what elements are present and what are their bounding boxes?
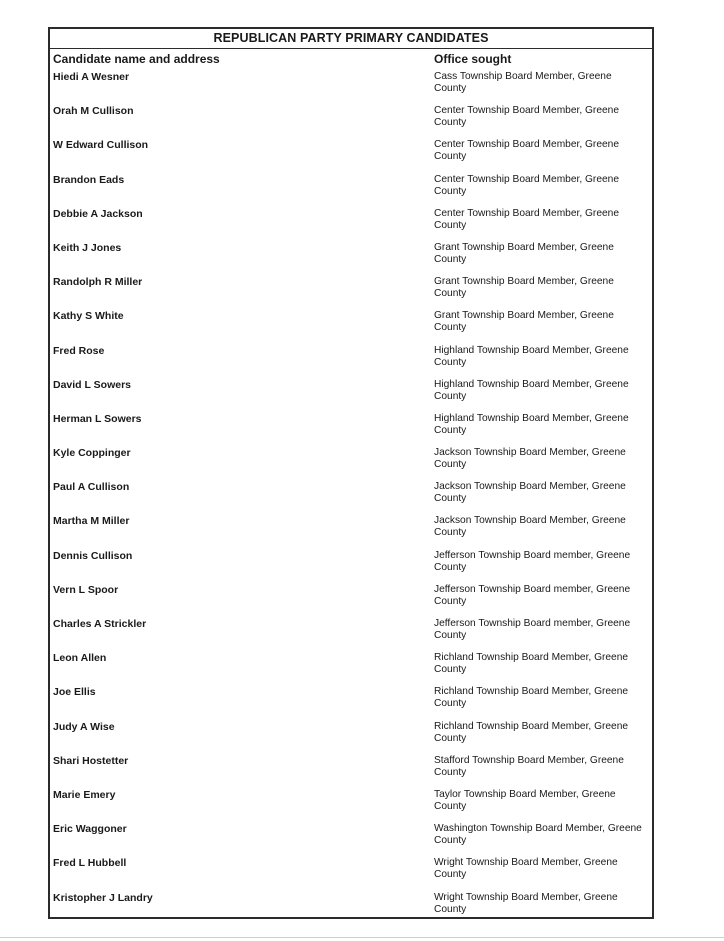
candidate-name: Fred L Hubbell <box>53 857 127 870</box>
candidate-row <box>50 856 652 890</box>
candidate-row <box>50 720 652 754</box>
office-sought: Washington Township Board Member, Greene County <box>434 823 642 847</box>
office-sought: Jefferson Township Board member, Greene County <box>434 618 631 641</box>
office-sought: Center Township Board Member, Greene County <box>434 139 619 163</box>
candidate-row <box>50 480 652 514</box>
candidate-row <box>50 446 652 480</box>
candidate-row <box>50 891 652 925</box>
candidate-row <box>50 788 652 822</box>
candidate-rows <box>50 70 652 925</box>
candidate-name: Judy A Wise <box>53 720 115 733</box>
office-sought: Grant Township Board Member, Greene County <box>434 276 614 300</box>
candidate-name: W Edward Cullison <box>53 139 149 152</box>
candidate-row <box>50 138 652 172</box>
office-sought: Richland Township Board Member, Greene County <box>434 686 629 710</box>
candidate-row <box>50 378 652 412</box>
candidate-row <box>50 241 652 275</box>
page-bottom-divider <box>0 937 724 938</box>
office-sought: Richland Township Board Member, Greene County <box>434 652 629 676</box>
candidate-name: Kyle Coppinger <box>53 447 131 460</box>
candidate-name: Randolph R Miller <box>53 276 143 289</box>
office-sought: Highland Township Board Member, Greene County <box>434 378 629 402</box>
candidate-row <box>50 275 652 309</box>
candidate-name: Herman L Sowers <box>53 412 142 425</box>
office-sought: Richland Township Board Member, Greene County <box>434 720 629 744</box>
candidate-row <box>50 173 652 207</box>
document-title: REPUBLICAN PARTY PRIMARY CANDIDATES <box>213 31 489 45</box>
candidate-name: David L Sowers <box>53 378 132 391</box>
candidate-row <box>50 70 652 104</box>
candidate-row <box>50 583 652 617</box>
candidate-name: Kristopher J Landry <box>53 891 153 904</box>
office-sought: Center Township Board Member, Greene County <box>434 173 619 197</box>
candidate-row <box>50 651 652 685</box>
candidate-row <box>50 685 652 719</box>
candidate-name: Dennis Cullison <box>53 549 133 562</box>
candidate-name: Kathy S White <box>53 310 124 323</box>
office-sought: Taylor Township Board Member, Greene County <box>434 788 616 812</box>
office-sought: Highland Township Board Member, Greene County <box>434 412 629 436</box>
candidate-name: Joe Ellis <box>53 686 96 699</box>
column-header-office: Office sought <box>434 52 512 66</box>
candidate-list-frame <box>48 27 654 919</box>
candidate-name: Debbie A Jackson <box>53 207 143 220</box>
office-sought: Highland Township Board Member, Greene County <box>434 344 629 368</box>
candidate-name: Paul A Cullison <box>53 481 130 494</box>
candidate-name: Vern L Spoor <box>53 583 119 596</box>
candidate-row <box>50 617 652 651</box>
candidate-row <box>50 104 652 138</box>
candidate-name: Hiedi A Wesner <box>53 71 130 83</box>
office-sought: Jefferson Township Board member, Greene County <box>434 583 631 607</box>
candidate-name: Eric Waggoner <box>53 823 127 836</box>
candidate-name: Shari Hostetter <box>53 754 129 767</box>
office-sought: Wright Township Board Member, Greene County <box>434 891 618 915</box>
candidate-row <box>50 822 652 856</box>
office-sought: Jackson Township Board Member, Greene County <box>434 447 626 471</box>
title-divider <box>50 48 652 49</box>
office-sought: Cass Township Board Member, Greene County <box>434 71 612 94</box>
candidate-row <box>50 344 652 378</box>
candidate-name: Martha M Miller <box>53 515 130 528</box>
candidate-row <box>50 514 652 548</box>
candidate-name: Marie Emery <box>53 788 116 801</box>
office-sought: Stafford Township Board Member, Greene County <box>434 754 624 778</box>
office-sought: Grant Township Board Member, Greene County <box>434 241 614 265</box>
candidate-name: Leon Allen <box>53 652 107 665</box>
office-sought: Center Township Board Member, Greene County <box>434 207 619 231</box>
candidate-name: Charles A Strickler <box>53 618 147 630</box>
candidate-name: Keith J Jones <box>53 241 122 254</box>
office-sought: Jackson Township Board Member, Greene County <box>434 515 626 539</box>
column-header-name: Candidate name and address <box>53 52 220 66</box>
office-sought: Jackson Township Board Member, Greene County <box>434 481 626 505</box>
office-sought: Center Township Board Member, Greene County <box>434 105 619 129</box>
candidate-row <box>50 754 652 788</box>
candidate-row <box>50 309 652 343</box>
candidate-name: Orah M Cullison <box>53 105 134 118</box>
candidate-name: Brandon Eads <box>53 173 125 186</box>
candidate-row <box>50 207 652 241</box>
candidate-row <box>50 549 652 583</box>
office-sought: Jefferson Township Board member, Greene County <box>434 549 631 573</box>
office-sought: Grant Township Board Member, Greene County <box>434 310 614 334</box>
office-sought: Wright Township Board Member, Greene County <box>434 857 618 881</box>
candidate-name: Fred Rose <box>53 344 105 357</box>
candidate-row <box>50 412 652 446</box>
